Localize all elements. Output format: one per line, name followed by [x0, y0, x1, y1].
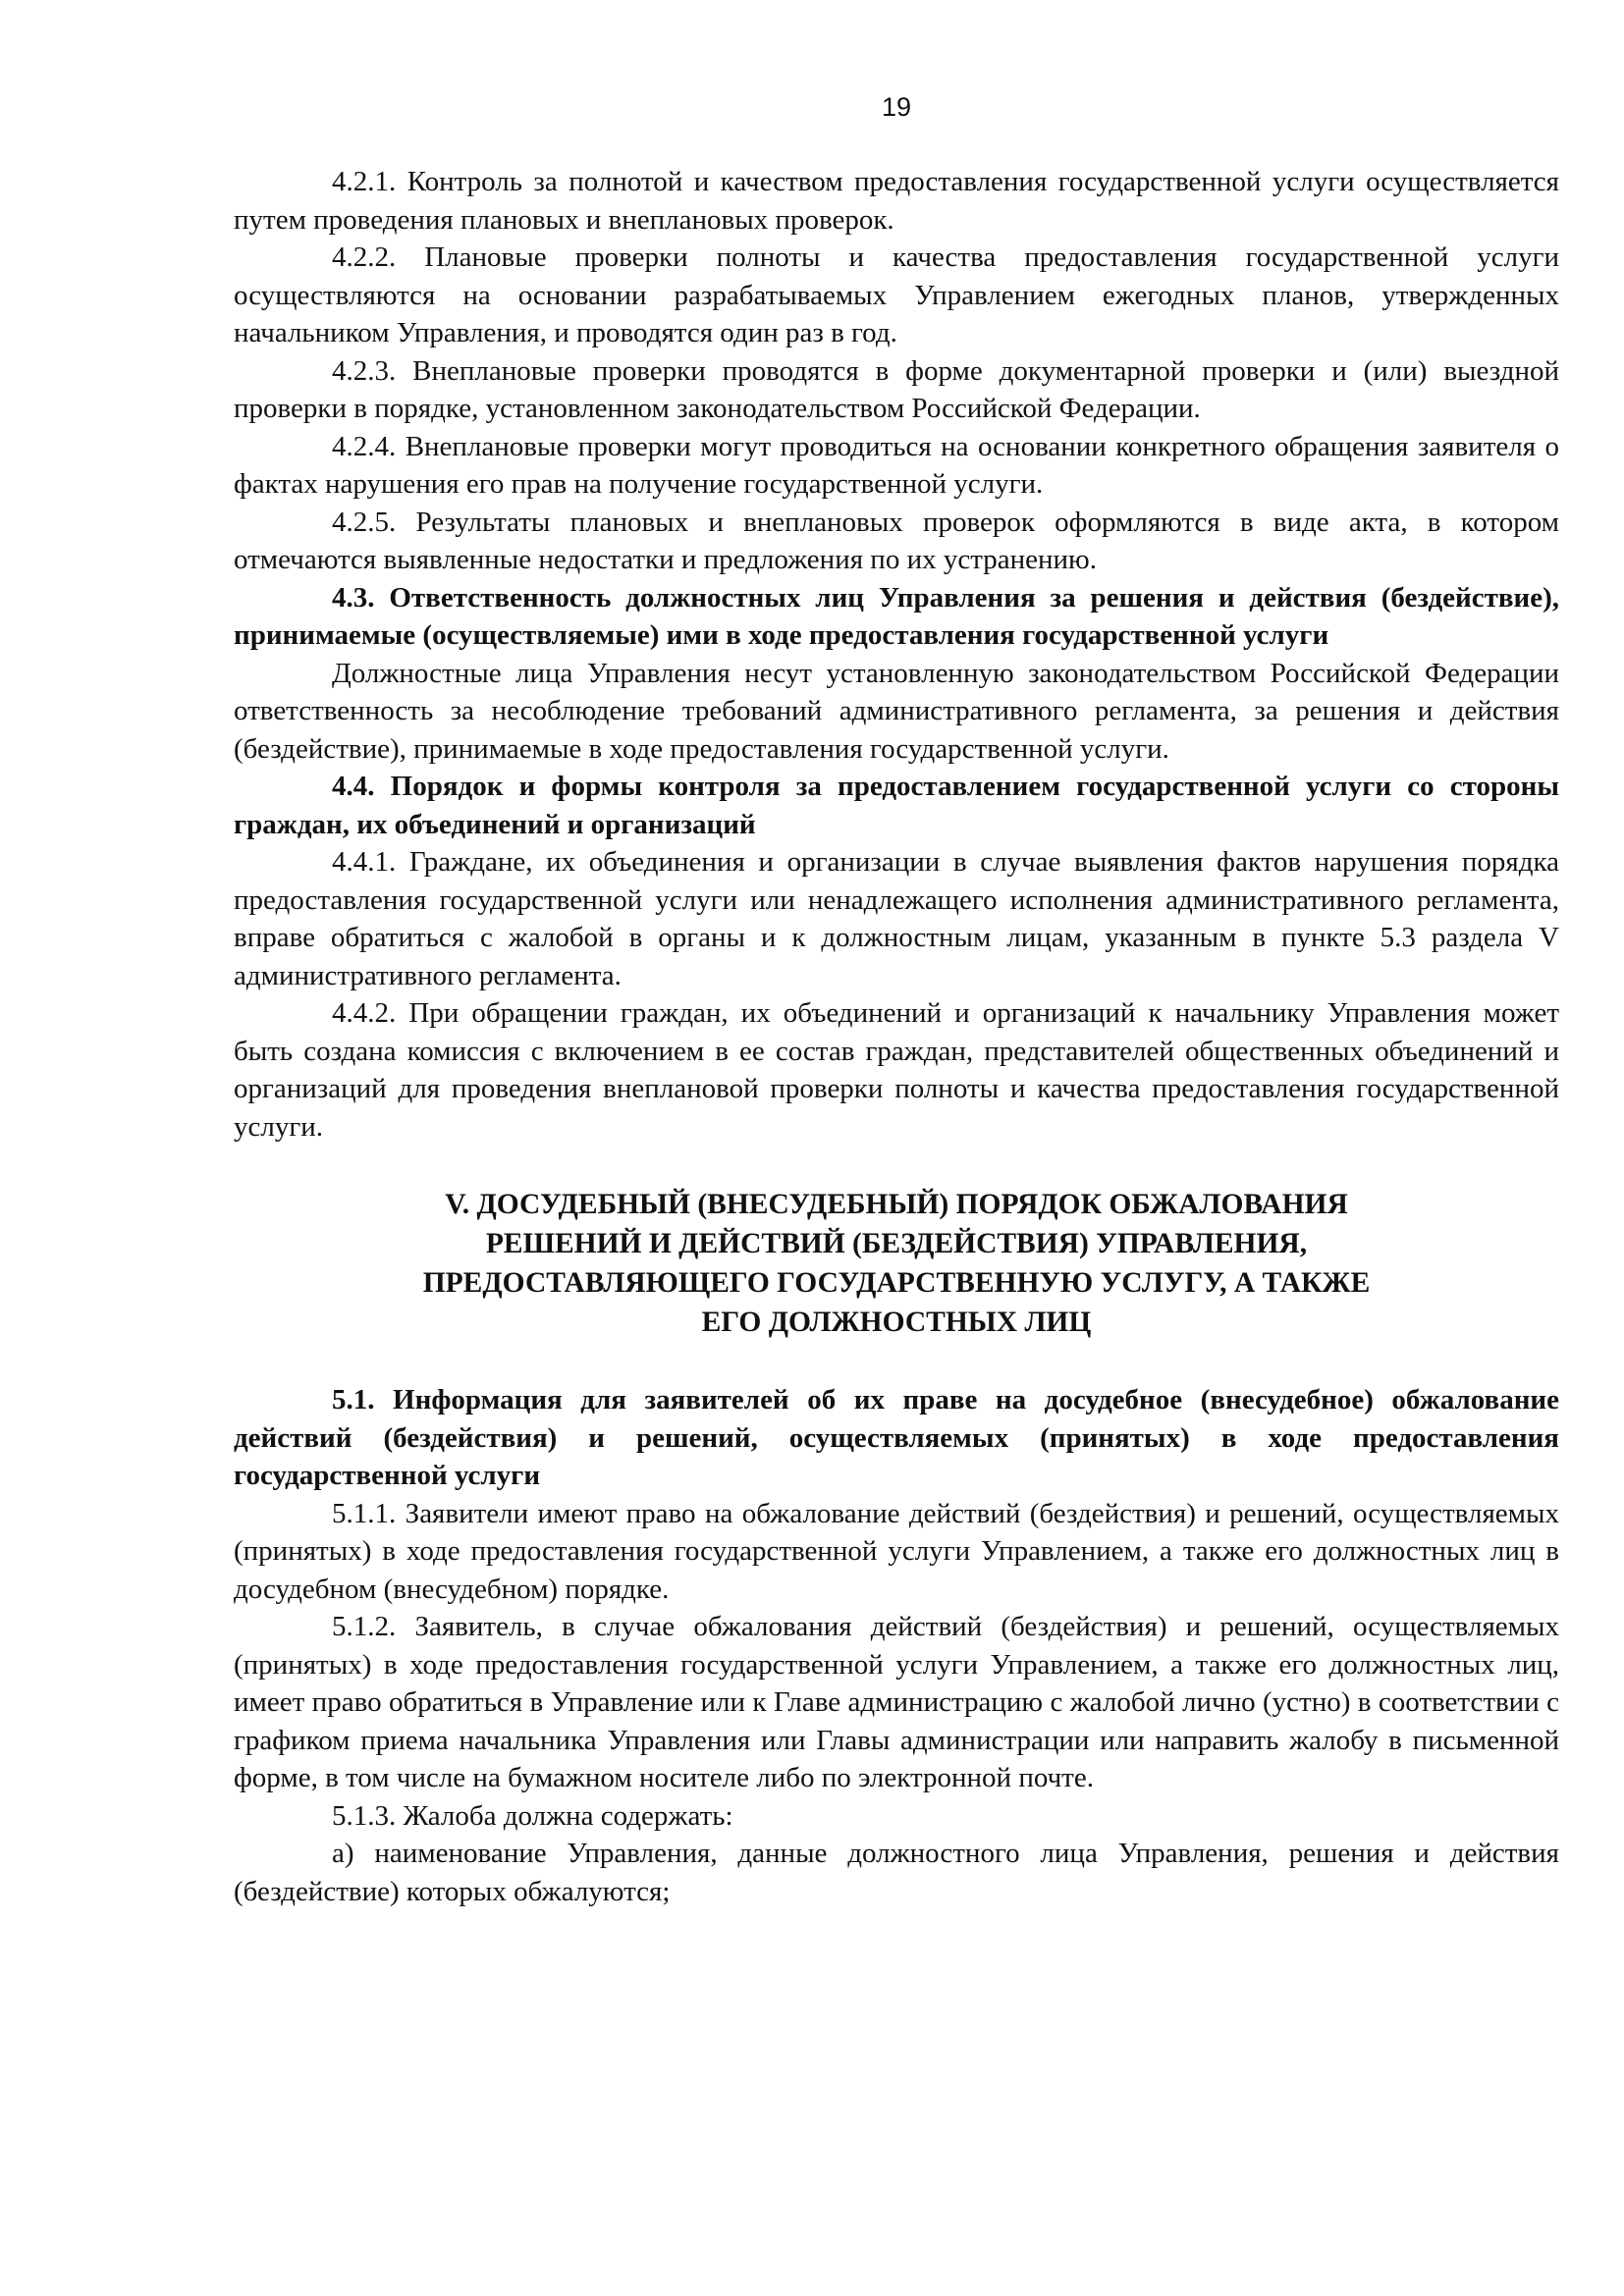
paragraph-4-4-1: 4.4.1. Граждане, их объединения и организации в случае выявления фактов нарушения порядка предоставления государственной услуги или ненадлежащего исполнения административного регламента, вправе обратиться с жалобой в органы и к должностным лицам, указанным в пункте 5.3 раздела V административного регламента.: [234, 846, 1559, 991]
paragraph-5-1-3: 5.1.3. Жалоба должна содержать:: [332, 1799, 733, 1832]
section-spacer: [234, 1342, 1559, 1381]
page-number: 19: [881, 92, 912, 122]
heading-4-3: 4.3. Ответственность должностных лиц Управления за решения и действия (бездействие), принимаемые (осуществляемые) ими в ходе предоставления государственной услуги: [234, 581, 1559, 651]
paragraph-4-2-2: 4.2.2. Плановые проверки полноты и качества предоставления государственной услуги осуществляются на основании разрабатываемых Управлением ежегодных планов, утвержденных начальником Управления, и проводятся один раз в год.: [234, 241, 1559, 348]
heading-5-1: 5.1. Информация для заявителей об их праве на досудебное (внесудебное) обжалование действий (бездействия) и решений, осуществляемых (принятых) в ходе предоставления государственной услуги: [234, 1384, 1559, 1491]
paragraph-5-1-1: 5.1.1. Заявители имеют право на обжалование действий (бездействия) и решений, осуществляемых (принятых) в ходе предоставления государственной услуги Управлением, а также его должностных лиц в досудебном (внесудебном) порядке.: [234, 1497, 1559, 1605]
paragraph-4-4-2: 4.4.2. При обращении граждан, их объединений и организаций к начальнику Управления может быть создана комиссия с включением в ее состав граждан, представителей общественных объединений и организаций для проведения внеплановой проверки полноты и качества предоставления государственной услуги.: [234, 997, 1559, 1143]
section-v-title-line: V. ДОСУДЕБНЫЙ (ВНЕСУДЕБНЫЙ) ПОРЯДОК ОБЖАЛОВАНИЯ: [445, 1189, 1348, 1220]
paragraph-4-2-3: 4.2.3. Внеплановые проверки проводятся в форме документарной проверки и (или) выездной проверки в порядке, установленном законодательством Российской Федерации.: [234, 354, 1559, 424]
document-page: [234, 88, 1559, 1910]
heading-4-4: 4.4. Порядок и формы контроля за предоставлением государственной услуги со стороны граждан, их объединений и организаций: [234, 771, 1559, 840]
paragraph-5-1-3-a: а) наименование Управления, данные должностного лица Управления, решения и действия (бездействие) которых обжалуются;: [234, 1838, 1559, 1907]
paragraph-4-2-1: 4.2.1. Контроль за полнотой и качеством предоставления государственной услуги осуществляется путем проведения плановых и внеплановых проверок.: [234, 166, 1559, 236]
paragraph-5-1-2: 5.1.2. Заявитель, в случае обжалования действий (бездействия) и решений, осуществляемых (принятых) в ходе предоставления государственной услуги Управлением, а также его должностных лиц, имеет право обратиться в Управление или к Главе администрацию с жалобой лично (устно) в соответствии с графиком приема начальника Управления или Главы администрации или направить жалобу в письменной форме, в том числе на бумажном носителе либо по электронной почте.: [234, 1611, 1559, 1793]
section-v-title: [322, 1185, 1471, 1342]
paragraph-4-3: Должностные лица Управления несут установленную законодательством Российской Федерации ответственность за несоблюдение требований административного регламента, за решения и действия (бездействие), принимаемые в ходе предоставления государственной услуги.: [234, 657, 1559, 765]
paragraph-4-2-4: 4.2.4. Внеплановые проверки могут проводиться на основании конкретного обращения заявителя о фактах нарушения его прав на получение государственной услуги.: [234, 430, 1559, 500]
section-v-title-line: ЕГО ДОЛЖНОСТНЫХ ЛИЦ: [701, 1307, 1092, 1338]
section-v-title-line: ПРЕДОСТАВЛЯЮЩЕГО ГОСУДАРСТВЕННУЮ УСЛУГУ, А ТАКЖЕ: [422, 1267, 1371, 1299]
section-v-title-line: РЕШЕНИЙ И ДЕЙСТВИЙ (БЕЗДЕЙСТВИЯ) УПРАВЛЕНИЯ,: [485, 1228, 1308, 1259]
paragraph-4-2-5: 4.2.5. Результаты плановых и внеплановых проверок оформляются в виде акта, в котором отмечаются выявленные недостатки и предложения по их устранению.: [234, 506, 1559, 575]
